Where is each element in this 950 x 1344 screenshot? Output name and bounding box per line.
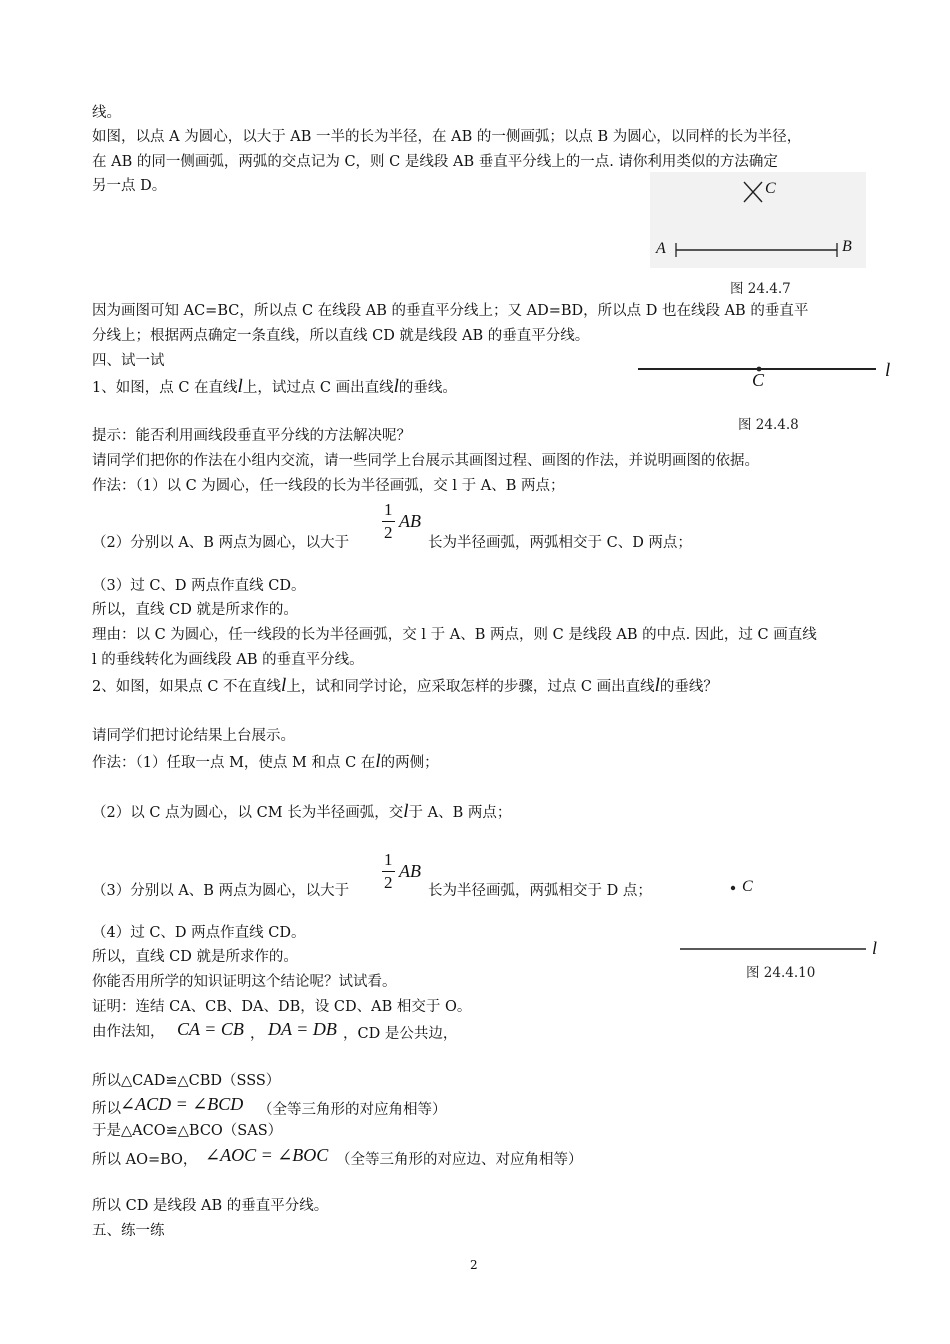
fraction-numerator: 1 — [384, 500, 393, 519]
fraction-bar — [382, 871, 395, 872]
math-da-db: DA = DB — [268, 1019, 337, 1039]
text-line: 你能否用所学的知识证明这个结论呢？试试看。 — [92, 974, 397, 990]
text-fragment: （2）以 C 点为圆心，以 CM 长为半径画弧，交 — [92, 805, 404, 821]
text-line: （3）过 C、D 两点作直线 CD。 — [92, 578, 306, 594]
math-l: l — [375, 751, 381, 772]
page-number: 2 — [470, 1258, 478, 1272]
fraction-numerator: 1 — [384, 850, 393, 869]
text-line: 请同学们把讨论结果上台展示。 — [92, 728, 295, 744]
text-line: 所以，直线 CD 就是所求作的。 — [92, 949, 298, 965]
text-fragment: （全等三角形的对应边、对应角相等） — [336, 1152, 583, 1168]
section-heading: 四、试一试 — [92, 353, 165, 369]
text-line: 证明：连结 CA、CB、DA、DB，设 CD、AB 相交于 O。 — [92, 999, 472, 1015]
text-fragment: （全等三角形的对应角相等） — [258, 1102, 447, 1118]
text-line: 所以 — [92, 1101, 121, 1117]
figure-caption: 图 24.4.10 — [746, 965, 816, 981]
text-line: 长为半径画弧，两弧相交于 C、D 两点； — [428, 535, 692, 551]
text-line — [92, 378, 457, 397]
point-c-label: C — [742, 878, 753, 895]
text-line: 所以，直线 CD 就是所求作的。 — [92, 602, 298, 618]
text-line: 分线上；根据两点确定一条直线，所以直线 CD 就是线段 AB 的垂直平分线。 — [92, 328, 590, 344]
fraction-denominator: 2 — [384, 523, 393, 542]
figure-caption: 图 24.4.8 — [738, 417, 799, 433]
text-fragment: 作法：（1）任取一点 M，使点 M 和点 C 在 — [92, 755, 376, 771]
text-line — [92, 753, 439, 772]
text-fragment: 由作法知， — [92, 1024, 165, 1040]
fraction-bar — [382, 521, 395, 522]
section-heading: 五、练一练 — [92, 1223, 165, 1239]
text-line: （4）过 C、D 两点作直线 CD。 — [92, 925, 306, 941]
text-fragment: 的垂线？ — [659, 679, 718, 695]
text-fragment: 1、如图，点 C 在直线 — [92, 380, 238, 396]
point-c-label: C — [752, 370, 765, 390]
text-fragment: 上，试和同学讨论，应采取怎样的步骤，过点 C 画出直线 — [286, 679, 655, 695]
figure-24-4-10 — [676, 876, 906, 968]
text-line: 所以△CAD≌△CBD（SSS） — [92, 1073, 281, 1089]
math-ab: AB — [399, 861, 421, 881]
text-line: 提示：能否利用画线段垂直平分线的方法解决呢？ — [92, 428, 411, 444]
text-line: 如图，以点 A 为圆心，以大于 AB 一半的长为半径，在 AB 的一侧画弧；以点 B 为圆心，以同样的长为半径， — [92, 129, 802, 145]
text-fragment: 的垂线。 — [398, 380, 457, 396]
fraction-denominator: 2 — [384, 873, 393, 892]
math-l: l — [237, 376, 243, 397]
math-ca-cb: CA = CB — [177, 1019, 244, 1039]
figure-24-4-8-diagram — [636, 358, 906, 394]
figure-caption: 图 24.4.7 — [730, 281, 791, 297]
line-l-label: l — [872, 938, 878, 958]
figure-24-4-7-diagram — [650, 172, 866, 268]
text-line: 在 AB 的同一侧画弧，两弧的交点记为 C，则 C 是线段 AB 垂直平分线上的一点. 请你利用类似的方法确定 — [92, 154, 778, 170]
line-l-label: l — [885, 360, 891, 381]
text-line: 长为半径画弧，两弧相交于 D 点； — [428, 883, 652, 899]
math-l: l — [403, 801, 409, 822]
text-fragment: 的两侧； — [380, 755, 439, 771]
figure-24-4-7 — [650, 172, 866, 268]
math-ab: AB — [399, 511, 421, 531]
text-line: 于是△ACO≌△BCO（SAS） — [92, 1123, 283, 1139]
text-line — [92, 803, 511, 822]
text-line: 请同学们把你的作法在小组内交流，请一些同学上台展示其画图过程、画图的作法，并说明画图的依据。 — [92, 453, 759, 469]
text-line: 另一点 D。 — [92, 178, 167, 194]
point-b-label: B — [842, 238, 852, 255]
text-fragment: 上，试过点 C 画出直线 — [242, 380, 394, 396]
text-line: 因为画图可知 AC=BC，所以点 C 在线段 AB 的垂直平分线上；又 AD=BD，所以点 D 也在线段 AB 的垂直平 — [92, 303, 809, 319]
text-line: （3）分别以 A、B 两点为圆心，以大于 — [92, 883, 350, 899]
math-l: l — [393, 376, 399, 397]
text-line: 所以 AO=BO， — [92, 1152, 198, 1168]
figure-24-4-8 — [636, 358, 906, 394]
point-c-label: C — [765, 180, 776, 197]
text-line — [92, 677, 718, 696]
text-line: 作法：（1）以 C 为圆心，任一线段的长为半径画弧，交 l 于 A、B 两点； — [92, 478, 565, 494]
text-fragment: 于 A、B 两点； — [408, 805, 512, 821]
math-l: l — [281, 675, 287, 696]
text-fragment: ， — [250, 1026, 265, 1042]
text-line: 线。 — [92, 105, 121, 121]
text-line — [92, 1023, 165, 1041]
text-line: 所以 CD 是线段 AB 的垂直平分线。 — [92, 1198, 329, 1214]
point-a-label: A — [656, 240, 666, 257]
text-line: l 的垂线转化为画线段 AB 的垂直平分线。 — [92, 652, 364, 668]
text-fragment: 2、如图，如果点 C 不在直线 — [92, 679, 282, 695]
text-line: （2）分别以 A、B 两点为圆心，以大于 — [92, 535, 350, 551]
math-angle-acd-bcd: ∠ACD = ∠BCD — [120, 1094, 244, 1114]
math-angle-aoc-boc: ∠AOC = ∠BOC — [205, 1145, 329, 1165]
text-line: 理由：以 C 为圆心，任一线段的长为半径画弧，交 l 于 A、B 两点，则 C 是线段 AB 的中点. 因此，过 C 画直线 — [92, 627, 817, 643]
text-fragment: ，CD 是公共边， — [343, 1026, 458, 1042]
math-l: l — [654, 675, 660, 696]
